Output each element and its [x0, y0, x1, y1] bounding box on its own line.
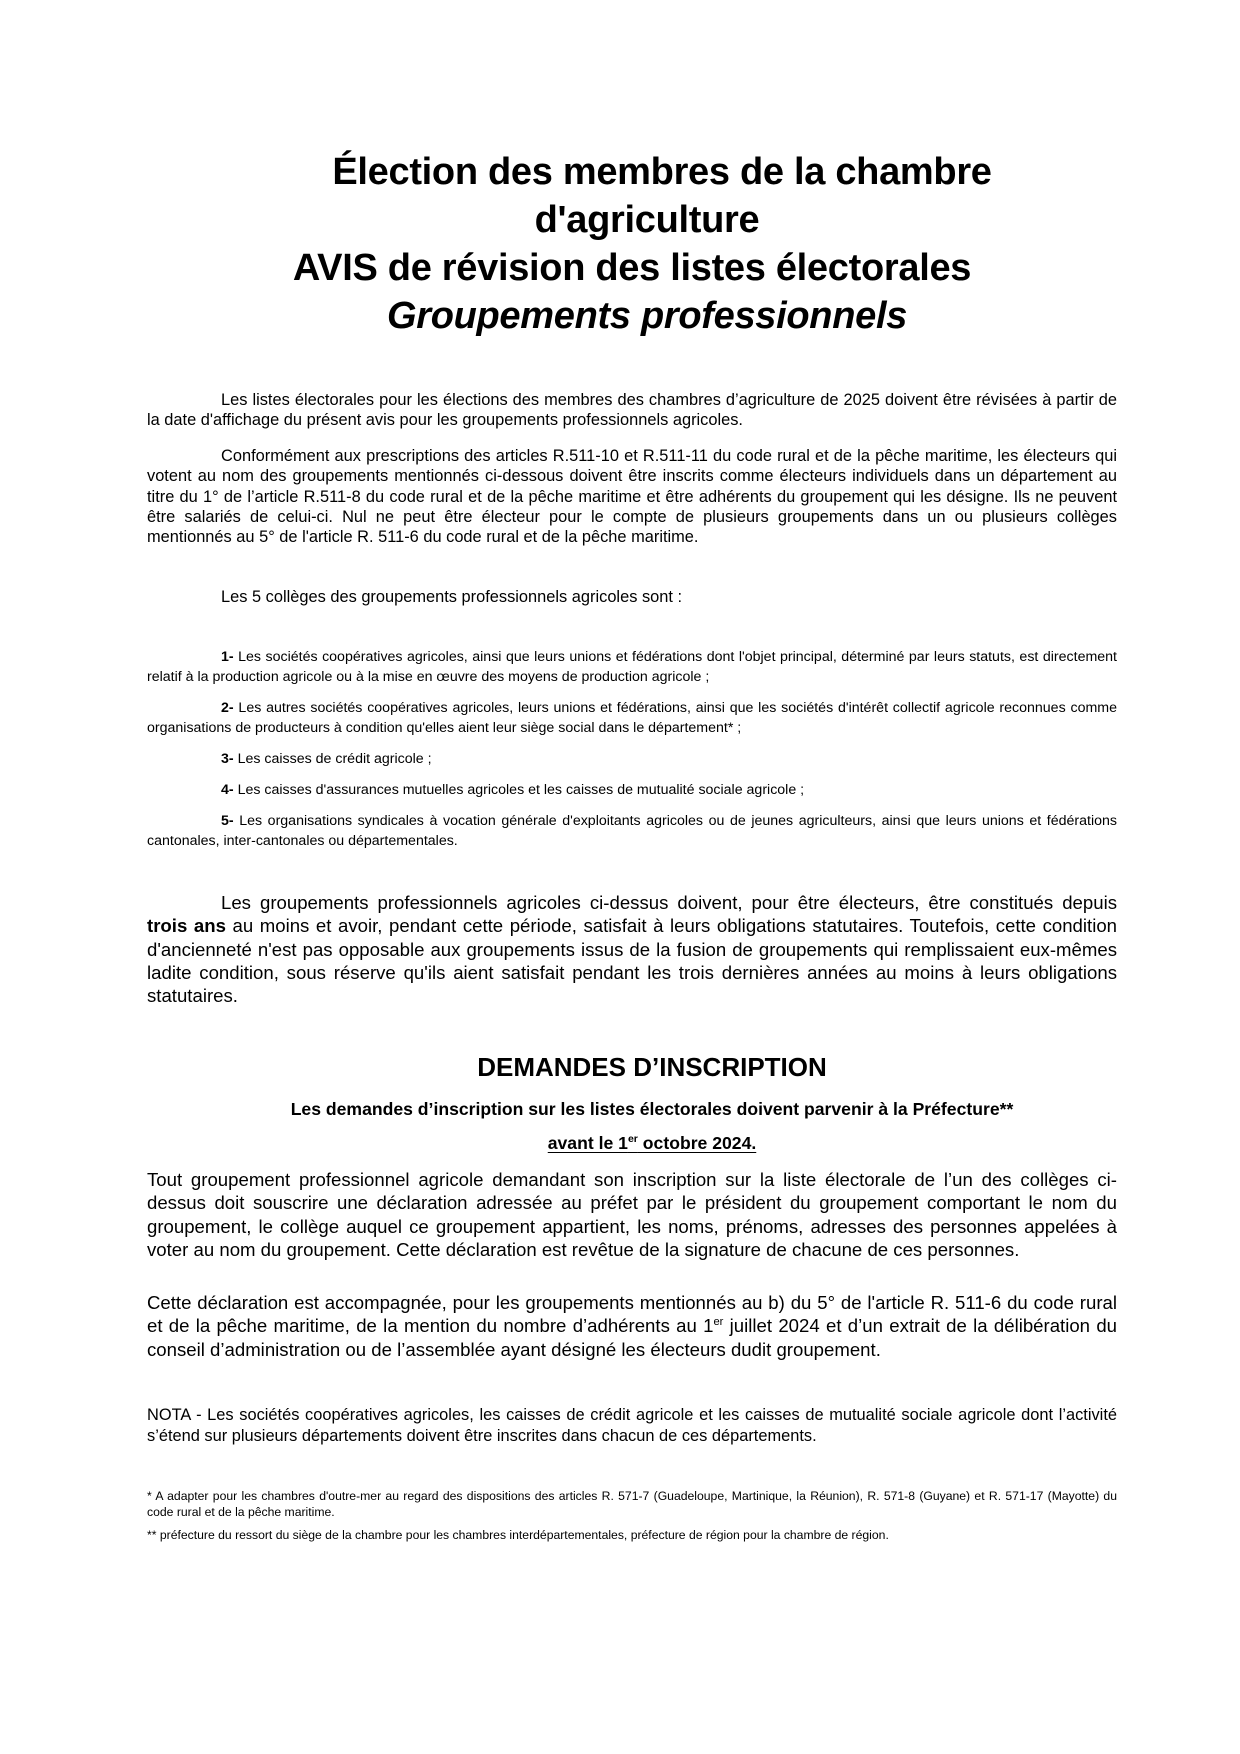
colleges-intro: Les 5 collèges des groupements professionnels agricoles sont : [221, 588, 683, 606]
college-item [147, 812, 1117, 851]
accompaniment-ordinal: er [713, 1316, 724, 1329]
conditions-text-end: au moins et avoir, pendant cette période, satisfait à leurs obligations statutaires. Toutefois, cette condition d'ancienneté n'est pas opposable aux groupements issus de la fusion de groupements qui remplissaient eux-mêmes ladite condition, sous réserve qu'ils aient satisfait pendant les trois dernières années au moins à leurs obligations statutaires. [147, 915, 1118, 1007]
title-line-3: AVIS de révision des listes électorales [292, 247, 972, 289]
deadline-date [147, 1132, 1117, 1154]
college-item [147, 750, 1117, 770]
deadline-notice: Les demandes d’inscription sur les listes électorales doivent parvenir à la Préfecture** [290, 1099, 1014, 1119]
college-text: Les caisses d'assurances mutuelles agricoles et les caisses de mutualité sociale agricole ; [233, 782, 805, 798]
college-text: Les autres sociétés coopératives agricoles, leurs unions et fédérations, ainsi que les sociétés d'intérêt collectif agricole reconnues comme organisations de producteurs à condition qu'elles aient leur siège social dans le département* ; [147, 700, 1117, 736]
title-line-1: Élection des membres de la chambre [332, 151, 992, 193]
college-number: 3- [221, 751, 234, 767]
declaration-paragraph: Tout groupement professionnel agricole demandant son inscription sur la liste électorale de l’un des collèges ci-dessus doit souscrire une déclaration adressée au préfet par le président du groupement comportant le nom du groupement, le collège auquel ce groupement appartient, les noms, prénoms, adresses des personnes appelées à voter au nom du groupement. Cette déclaration est revêtue de la signature de chacune de ces personnes. [147, 1169, 1117, 1260]
deadline-prefix: avant le 1 [547, 1133, 628, 1153]
college-text: Les sociétés coopératives agricoles, ainsi que leurs unions et fédérations dont l'objet principal, déterminé par leurs statuts, est directement relatif à la production agricole ou à la mise en œuvre des moyens de production agricole ; [147, 649, 1117, 685]
accompaniment-paragraph [147, 1291, 1117, 1361]
conditions-text-start: Les groupements professionnels agricoles ci-dessus doivent, pour être électeurs, être constitués depuis [221, 892, 1117, 913]
college-item [147, 648, 1117, 687]
college-number: 2- [221, 700, 234, 716]
eligibility-conditions [147, 891, 1117, 1007]
college-number: 4- [221, 782, 234, 798]
deadline-date-text [548, 1133, 757, 1153]
intro-paragraph-prescriptions: Conformément aux prescriptions des articles R.511-10 et R.511-11 du code rural et de la pêche maritime, les électeurs qui votent au nom des groupements mentionnés ci-dessous doivent être inscrits comme électeurs individuels dans un département au titre du 1° de l’article R.511-8 du code rural et de la pêche maritime et être adhérents du groupement qui les désigne. Ils ne peuvent être salariés de celui-ci. Nul ne peut être électeur pour le compte de plusieurs groupements dans un ou plusieurs collèges mentionnés au 5° de l'article R. 511-6 du code rural et de la pêche maritime. [147, 447, 1117, 547]
title-subtitle: Groupements professionnels [386, 295, 908, 337]
accompaniment-text-end: juillet 2024 et d’un extrait de la délibération du conseil d’administration ou de l’assemblée ayant désigné les électeurs dudit groupement. [147, 1315, 1117, 1360]
college-number: 5- [221, 813, 234, 829]
deadline-ordinal: er [627, 1133, 638, 1146]
accompaniment-text-start: Cette déclaration est accompagnée, pour les groupements mentionnés au b) du 5° de l'article R. 511-6 du code rural et de la pêche maritime, de la mention du nombre d’adhérents au 1 [147, 1292, 1117, 1337]
footnote-prefecture: ** préfecture du ressort du siège de la chambre pour les chambres interdépartementales, préfecture de région pour la chambre de région. [147, 1528, 889, 1542]
college-item [147, 699, 1117, 738]
college-number: 1- [221, 649, 234, 665]
college-text: Les organisations syndicales à vocation générale d'exploitants agricoles ou de jeunes agriculteurs, ainsi que leurs unions et fédérations cantonales, inter-cantonales ou départementales. [147, 813, 1117, 849]
conditions-duration: trois ans [147, 915, 226, 937]
intro-paragraph-revision: Les listes électorales pour les élections des membres des chambres d’agriculture de 2025 doivent être révisées à partir de la date d'affichage du présent avis pour les groupements professionnels agricoles. [147, 391, 1117, 430]
section-heading-inscription: DEMANDES D’INSCRIPTION [477, 1052, 827, 1082]
nota-paragraph: NOTA - Les sociétés coopératives agricoles, les caisses de crédit agricole et les caisses de mutualité sociale agricole dont l’activité s’étend sur plusieurs départements doivent être inscrites dans chacun de ces départements. [147, 1406, 1117, 1445]
college-text: Les caisses de crédit agricole ; [233, 751, 432, 767]
title-line-2: d'agriculture [534, 199, 760, 241]
college-item [147, 781, 1117, 801]
document-title [147, 148, 1117, 340]
deadline-suffix: octobre 2024. [637, 1133, 757, 1153]
footnote-overseas: * A adapter pour les chambres d'outre-mer au regard des dispositions des articles R. 571-7 (Guadeloupe, Martinique, la Réunion), R. 571-8 (Guyane) et R. 571-17 (Mayotte) du code rural et de la pêche maritime. [147, 1489, 1117, 1519]
